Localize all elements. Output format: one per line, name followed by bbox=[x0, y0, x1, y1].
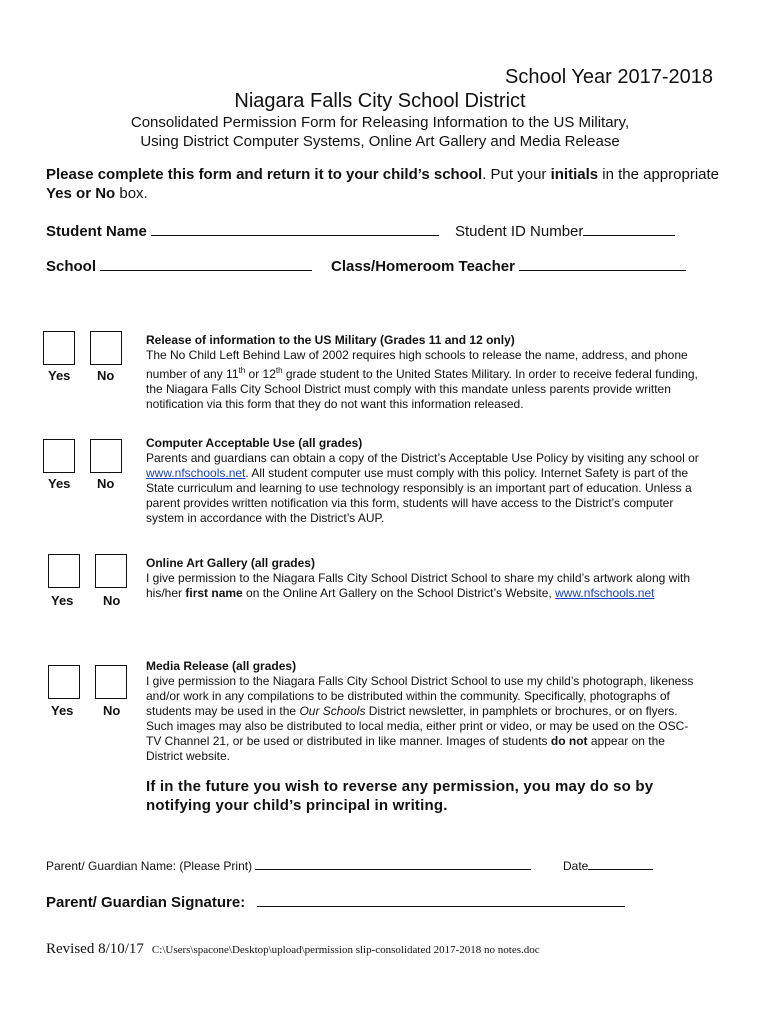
military-sup: th bbox=[238, 366, 246, 375]
media-yes-box[interactable] bbox=[48, 665, 80, 699]
military-no-label: No bbox=[97, 368, 115, 383]
instructions-text: box. bbox=[115, 185, 148, 202]
military-yes-label: Yes bbox=[48, 368, 71, 383]
media-heading: Media Release (all grades) bbox=[146, 659, 297, 673]
art-body bbox=[146, 571, 702, 601]
media-section bbox=[146, 659, 702, 764]
computer-section bbox=[146, 436, 702, 526]
future-note: If in the future you wish to reverse any permission, you may do so by notifying your child’s principal in writing. bbox=[146, 778, 654, 814]
military-text: The No Child Left Behind Law of 2002 requires high schools to release the name, address, and phone number of any 11 bbox=[146, 348, 688, 381]
guardian-name-label: Parent/ Guardian Name: (Please Print) bbox=[46, 859, 253, 873]
signature-field[interactable] bbox=[46, 892, 625, 911]
military-no-box[interactable] bbox=[90, 331, 122, 365]
instructions-text: in the appropriate bbox=[598, 166, 720, 183]
teacher-field[interactable] bbox=[331, 256, 686, 275]
media-text: appear on the District website. bbox=[146, 734, 665, 763]
date-label: Date bbox=[563, 859, 589, 873]
art-no-box[interactable] bbox=[95, 554, 127, 588]
media-yes-label: Yes bbox=[51, 703, 74, 718]
art-section bbox=[146, 556, 702, 601]
computer-yes-box[interactable] bbox=[43, 439, 75, 473]
art-text: I give permission to the Niagara Falls City School District School to share my child’s artwork along with his/her bbox=[146, 571, 690, 600]
military-yes-box[interactable] bbox=[43, 331, 75, 365]
district-title: Niagara Falls City School District bbox=[234, 90, 526, 112]
military-text: or 12 bbox=[245, 367, 276, 381]
form-subtitle bbox=[0, 113, 760, 151]
nfschools-link[interactable]: www.nfschools.net bbox=[555, 586, 655, 600]
file-path: C:\Users\spacone\Desktop\upload\permission slip-consolidated 2017-2018 no notes.doc bbox=[151, 944, 540, 956]
art-yes-label: Yes bbox=[51, 593, 74, 608]
art-no-label: No bbox=[103, 593, 121, 608]
guardian-name-line[interactable] bbox=[255, 858, 531, 870]
computer-text: Parents and guardians can obtain a copy of the District’s Acceptable Use Policy by visiting any school or bbox=[146, 451, 699, 465]
media-italic-text: Our Schools bbox=[299, 704, 366, 718]
art-heading: Online Art Gallery (all grades) bbox=[146, 556, 315, 570]
military-body bbox=[146, 348, 702, 412]
computer-text: . All student computer use must comply with this policy. Internet Safety is part of the State curriculum and learning to use technology responsibly is an important part of education. Unless a parent provides written notification via this form, students will have access to the District’s computer system in accordance with the District’s AUP. bbox=[146, 466, 692, 525]
instructions-initials: initials bbox=[550, 166, 599, 183]
military-section bbox=[146, 333, 702, 412]
signature-label: Parent/ Guardian Signature: bbox=[46, 894, 246, 911]
school-field[interactable] bbox=[46, 256, 312, 275]
computer-no-label: No bbox=[97, 476, 115, 491]
instructions bbox=[46, 165, 726, 203]
instructions-yes-or-no: Yes or No bbox=[46, 185, 116, 202]
art-bold-text: first name bbox=[185, 586, 243, 600]
computer-body bbox=[146, 451, 702, 526]
school-year: School Year 2017-2018 bbox=[505, 66, 713, 88]
teacher-line[interactable] bbox=[519, 256, 686, 271]
student-id-field[interactable] bbox=[455, 221, 675, 240]
art-text: on the Online Art Gallery on the School District’s Website, bbox=[242, 586, 556, 600]
student-name-field[interactable] bbox=[46, 221, 439, 240]
footer bbox=[46, 941, 540, 958]
revised-date: Revised 8/10/17 bbox=[46, 941, 144, 957]
student-id-line[interactable] bbox=[583, 221, 675, 236]
computer-no-box[interactable] bbox=[90, 439, 122, 473]
student-id-label: Student ID Number bbox=[455, 223, 584, 240]
teacher-label: Class/Homeroom Teacher bbox=[331, 258, 515, 275]
media-bold-text: do not bbox=[550, 734, 588, 748]
military-text: grade student to the United States Military. In order to receive federal funding, the Niagara Falls City School District must comply with this mandate unless parents provide written notification via this form that they do not want this information released. bbox=[146, 367, 698, 411]
guardian-name-field[interactable] bbox=[46, 858, 531, 873]
school-line[interactable] bbox=[100, 256, 312, 271]
media-no-label: No bbox=[103, 703, 121, 718]
computer-heading: Computer Acceptable Use (all grades) bbox=[146, 436, 363, 450]
signature-line[interactable] bbox=[257, 892, 625, 907]
media-text: I give permission to the Niagara Falls City School District School to use my child’s photograph, likeness and/or work in any compilations to be distributed within the community. Specifically, photographs of students may be used in the bbox=[146, 674, 694, 718]
subtitle-line-1: Consolidated Permission Form for Releasing Information to the US Military, bbox=[130, 114, 630, 131]
military-heading: Release of information to the US Military (Grades 11 and 12 only) bbox=[146, 333, 515, 347]
media-text: District newsletter, in pamphlets or brochures, or on flyers. Such images may also be distributed to local media, either print or video, or may be used on the OSC-TV Channel 21, or be used or distributed in like manner. Images of students bbox=[146, 704, 689, 748]
student-name-label: Student Name bbox=[46, 223, 147, 240]
military-sup: th bbox=[275, 366, 283, 375]
date-line[interactable] bbox=[588, 858, 653, 870]
art-yes-box[interactable] bbox=[48, 554, 80, 588]
nfschools-link[interactable]: www.nfschools.net bbox=[146, 466, 246, 480]
student-name-line[interactable] bbox=[151, 221, 439, 236]
date-field[interactable] bbox=[563, 858, 653, 873]
instructions-text: . Put your bbox=[482, 166, 551, 183]
school-label: School bbox=[46, 258, 97, 275]
media-no-box[interactable] bbox=[95, 665, 127, 699]
instructions-bold: Please complete this form and return it to your child’s school bbox=[46, 166, 483, 183]
media-body bbox=[146, 674, 702, 764]
computer-yes-label: Yes bbox=[48, 476, 71, 491]
subtitle-line-2: Using District Computer Systems, Online Art Gallery and Media Release bbox=[140, 133, 620, 150]
